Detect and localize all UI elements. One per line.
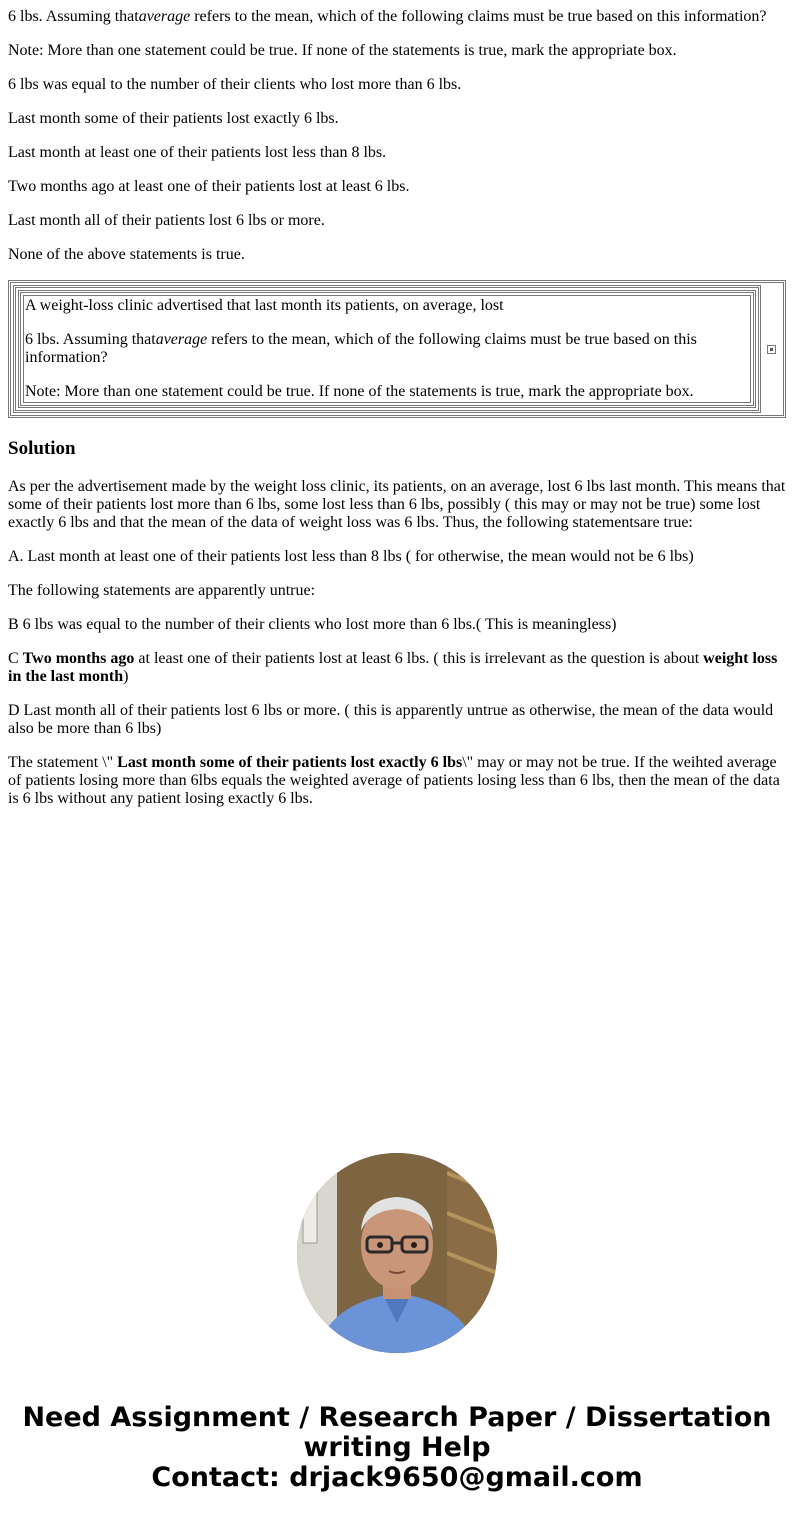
option-1: 6 lbs was equal to the number of their clients who lost more than 6 lbs. (8, 76, 462, 93)
boxed-text: 6 lbs. Assuming that (25, 331, 156, 348)
boxed-line-1: A weight-loss clinic advertised that last month its patients, on average, lost (25, 297, 504, 314)
solution-final (8, 754, 786, 808)
promo-line-2: writing Help (303, 1432, 491, 1463)
final-suffix: \" may or may not be true. If the weihted average of patients losing more than 6lbs equals the weighted average of patients losing less than 6 lbs, then the mean of the data is 6 lbs without any patient losing exactly 6 lbs. (8, 754, 780, 807)
option-6: None of the above statements is true. (8, 246, 245, 263)
question-box-inner-frame (18, 290, 756, 408)
author-avatar (297, 1153, 497, 1353)
solution-untrue-intro: The following statements are apparently untrue: (8, 582, 316, 599)
promo-line-1: Need Assignment / Research Paper / Dissertation (22, 1402, 772, 1433)
option-2: Last month some of their patients lost exactly 6 lbs. (8, 110, 339, 127)
option-4: Two months ago at least one of their patients lost at least 6 lbs. (8, 178, 410, 195)
question-box-content (23, 295, 751, 403)
solution-true-a: A. Last month at least one of their patients lost less than 8 lbs ( for otherwise, the mean would not be 6 lbs) (8, 548, 694, 565)
question-text: 6 lbs. Assuming that (8, 8, 139, 25)
solution-c (8, 650, 786, 686)
author-photo-icon (297, 1153, 497, 1353)
option-5: Last month all of their patients lost 6 lbs or more. (8, 212, 325, 229)
solution-heading: Solution (8, 438, 76, 459)
c-prefix: C (8, 650, 23, 667)
promo-contact[interactable]: Contact: drjack9650@gmail.com (151, 1462, 643, 1493)
c-mid: at least one of their patients lost at least 6 lbs. ( this is irrelevant as the question is about (134, 650, 704, 667)
question-box (8, 280, 786, 418)
question-box-frame (13, 285, 761, 413)
solution-b: B 6 lbs was equal to the number of their clients who lost more than 6 lbs.( This is meaningless) (8, 616, 617, 633)
c-bold-1: Two months ago (22, 650, 135, 667)
boxed-line-2 (25, 331, 749, 367)
promo-banner (0, 1403, 794, 1493)
c-suffix: ) (123, 668, 129, 685)
question-note: Note: More than one statement could be true. If none of the statements is true, mark the appropriate box. (8, 42, 677, 59)
boxed-emphasis: average (155, 331, 208, 348)
question-text-rest: refers to the mean, which of the following claims must be true based on this information? (190, 8, 767, 25)
solution-intro: As per the advertisement made by the weight loss clinic, its patients, on an average, lost 6 lbs last month. This means that some of their patients lost more than 6 lbs, some lost less than 6 lbs, possibly ( this may or may not be true) some lost exactly 6 lbs and that the mean of the data of weight loss was 6 lbs. Thus, the following statementsare true: (8, 478, 786, 531)
final-prefix: The statement \" (8, 754, 118, 771)
boxed-text-rest: refers to the mean, which of the following claims must be true based on this information? (25, 331, 697, 366)
expand-icon[interactable] (767, 345, 776, 354)
question-line (8, 0, 786, 26)
c-bold-2: weight loss in the last month (8, 650, 778, 685)
solution-d: D Last month all of their patients lost 6 lbs or more. ( this is apparently untrue as otherwise, the mean of the data would also be more than 6 lbs) (8, 702, 774, 737)
question-emphasis: average (138, 8, 191, 25)
final-bold: Last month some of their patients lost exactly 6 lbs (117, 754, 463, 771)
option-3: Last month at least one of their patients lost less than 8 lbs. (8, 144, 387, 161)
boxed-note: Note: More than one statement could be true. If none of the statements is true, mark the appropriate box. (25, 383, 694, 400)
